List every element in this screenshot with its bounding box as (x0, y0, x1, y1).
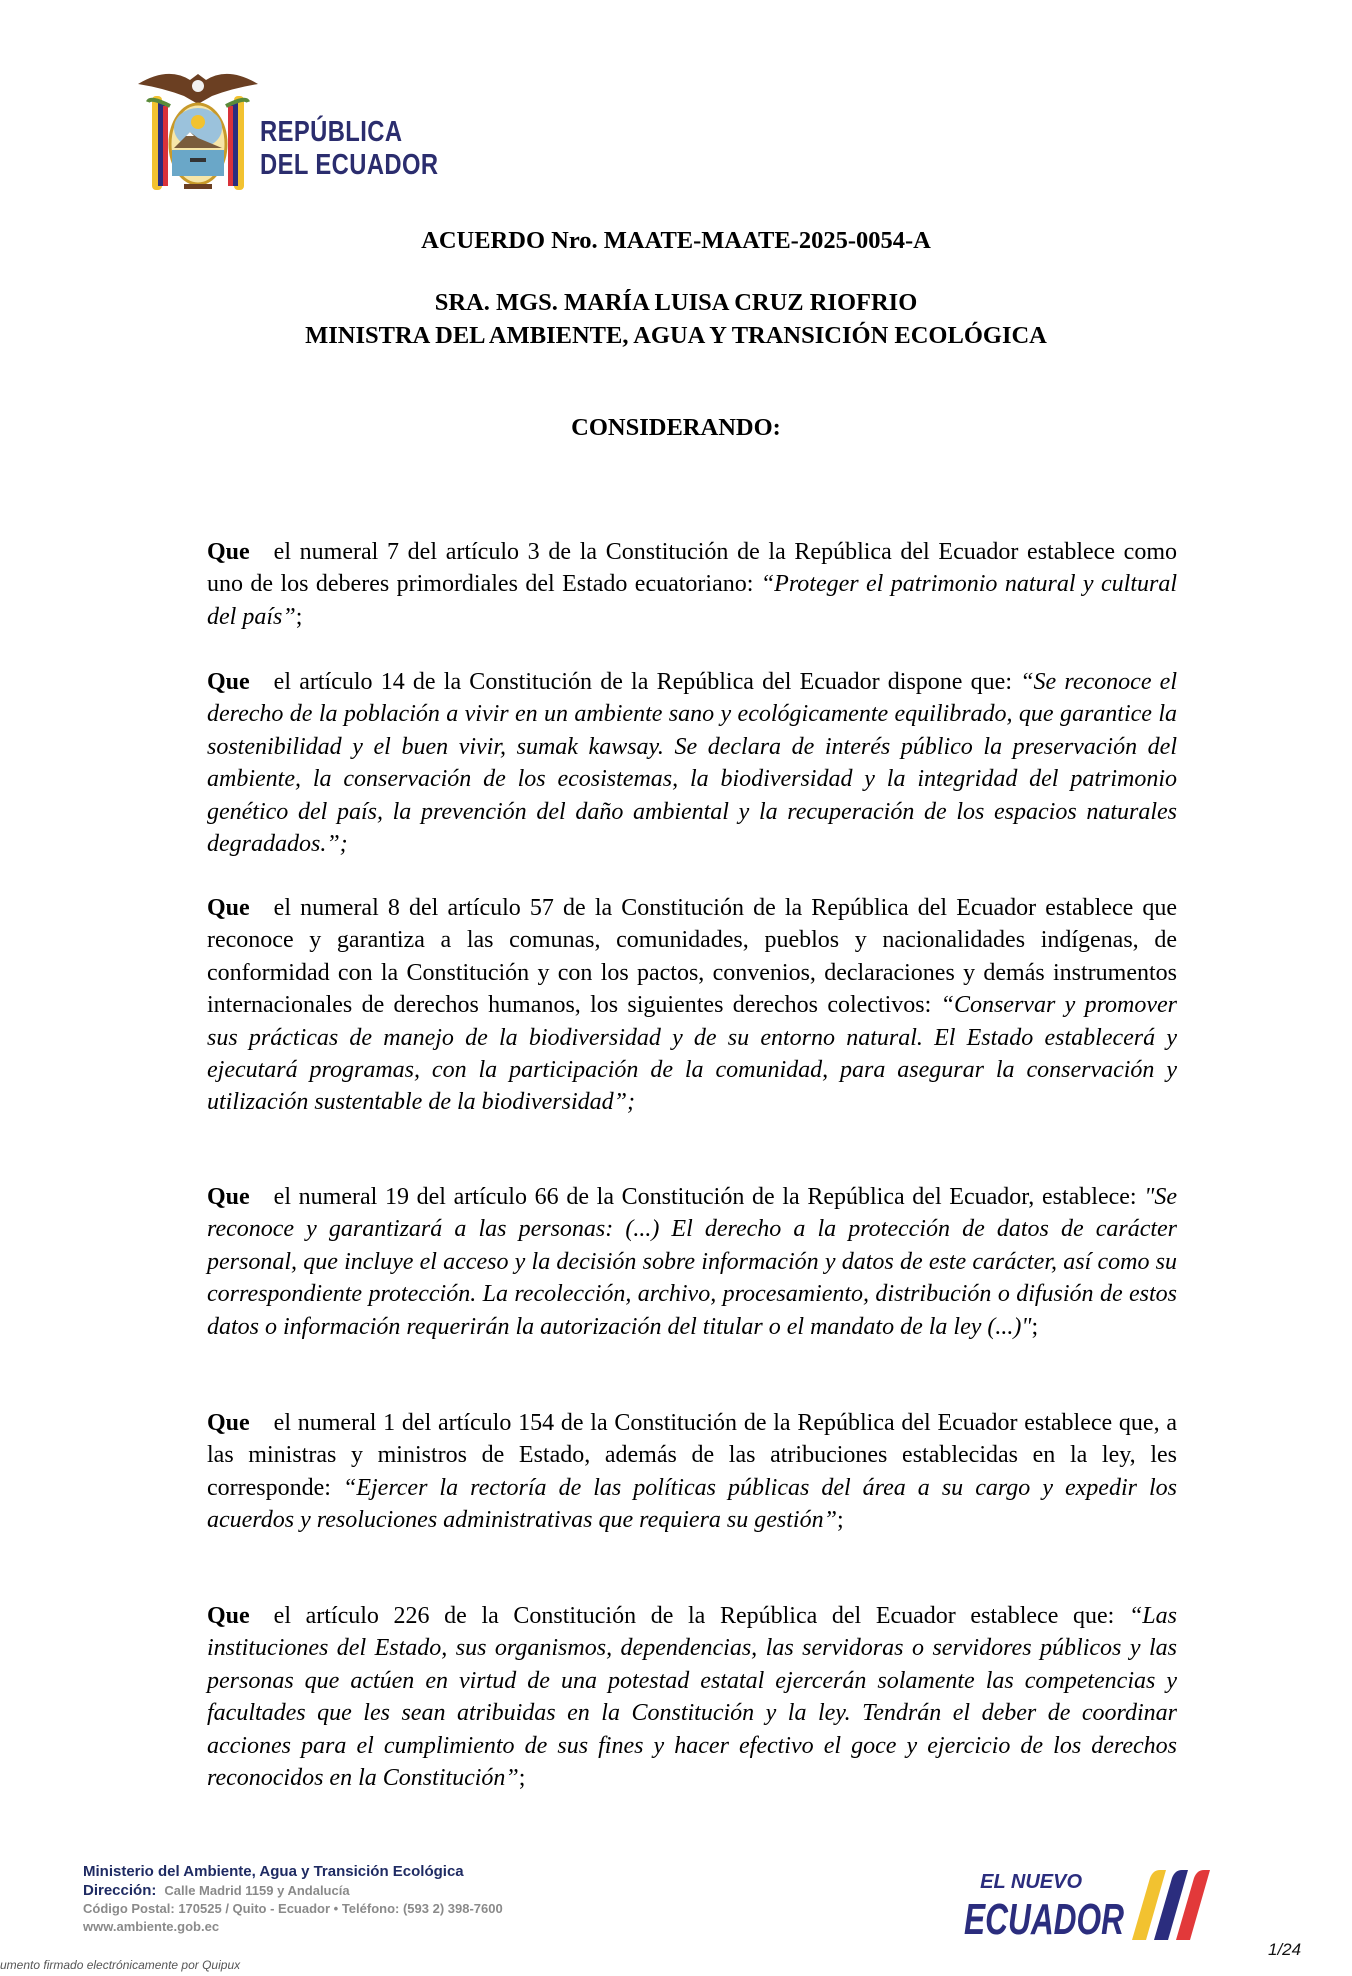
coat-of-arms-logo (128, 66, 268, 196)
footer-website-link[interactable]: www.ambiente.gob.ec (83, 1919, 220, 1934)
footer-postal-phone: Código Postal: 170525 / Quito - Ecuador • Teléfono: (593 2) 398-7600 (83, 1901, 503, 1916)
paragraph-tail: ; (295, 603, 303, 630)
paragraph-lead: Que (207, 1184, 250, 1210)
paragraph-quote: "Se reconoce y garantizará a las personas: (...) El derecho a la protección de datos de carácter personal, que incluye el acceso y la decisión sobre información y datos de este carácter, así como su correspondiente protección. La recolección, archivo, procesamiento, distribución o difusión de estos datos o información requerirán la autorización del titular o el mandato de la ley (...)" (207, 1184, 1177, 1340)
considerando-paragraph (207, 892, 1177, 1119)
considerando-paragraph (207, 1181, 1177, 1343)
paragraph-lead: Que (207, 895, 250, 921)
paragraph-lead: Que (207, 1603, 250, 1629)
paragraph-lead: Que (207, 669, 250, 695)
considerando-paragraph (207, 1600, 1177, 1794)
considerando-paragraph (207, 1407, 1177, 1537)
electronic-signature-note: umento firmado electrónicamente por Quipux (0, 1958, 241, 1972)
paragraph-text: el numeral 8 del artículo 57 de la Constitución de la República del Ecuador establece que reconoce y garantiza a las comunas, comunidades, pueblos y nacionalidades indígenas, de conformidad con la Constitución y con los pactos, convenios, declaraciones y demás instrumentos internacionales de derechos humanos, los siguientes derechos colectivos: (207, 895, 1177, 1019)
agreement-number: ACUERDO Nro. MAATE-MAATE-2025-0054-A (421, 227, 931, 254)
paragraph-text: el numeral 1 del artículo 154 de la Constitución de la República del Ecuador establece que, a las ministras y ministros de Estado, además de las atribuciones establecidas en la ley, les corresponde: (207, 1410, 1177, 1501)
considerando-paragraph (207, 536, 1177, 633)
svg-text:ECUADOR: ECUADOR (964, 1895, 1125, 1944)
coat-of-arms-icon (128, 66, 268, 196)
considerando-paragraph (207, 666, 1177, 860)
paragraph-quote: “Se reconoce el derecho de la población a vivir en un ambiente sano y ecológicamente equilibrado, que garantice la sostenibilidad y el buen vivir, sumak kawsay. Se declara de interés público la preservación del ambiente, la conservación de los ecosistemas, la biodiversidad y la integridad del patrimonio genético del país, la prevención del daño ambiental y la recuperación de los espacios naturales degradados.”; (207, 669, 1178, 858)
page-number: 1/24 (1268, 1940, 1302, 1959)
signatory-name: SRA. MGS. MARÍA LUISA CRUZ RIOFRIO (434, 289, 918, 316)
section-heading: CONSIDERANDO: (571, 414, 781, 441)
paragraph-text: el numeral 19 del artículo 66 de la Constitución de la República del Ecuador, establece: (273, 1184, 1145, 1210)
paragraph-text: el artículo 226 de la Constitución de la República del Ecuador establece que: (273, 1603, 1129, 1629)
footer-address: Calle Madrid 1159 y Andalucía (164, 1883, 350, 1898)
paragraph-tail: ; (1031, 1313, 1039, 1340)
paragraph-text: el artículo 14 de la Constitución de la República del Ecuador dispone que: (273, 669, 1021, 695)
paragraph-quote: “Conservar y promover sus prácticas de manejo de la biodiversidad y de su entorno natural. El Estado establecerá y ejecutará programas, con la participación de la comunidad, para asegurar la conservación y utilización sustentable de la biodiversidad”; (207, 992, 1177, 1116)
paragraph-lead: Que (207, 1410, 250, 1436)
brand-line-2: DEL ECUADOR (260, 149, 439, 181)
republic-brand-name (260, 116, 438, 182)
brand-line-1: REPÚBLICA (260, 116, 403, 148)
paragraph-quote: “Ejercer la rectoría de las políticas públicas del área a su cargo y expedir los acuerdos y resoluciones administrativas que requiera su gestión” (207, 1474, 1177, 1534)
paragraph-tail: ; (518, 1765, 526, 1792)
el-nuevo-ecuador-logo (964, 1848, 1224, 1948)
paragraph-lead: Que (207, 539, 250, 565)
footer-contact (83, 1862, 503, 1936)
paragraph-quote: “Las instituciones del Estado, sus organismos, dependencias, las servidoras o servidores públicos y las personas que actúen en virtud de una potestad estatal ejercerán solamente las competencias y facultades que les sean atribuidas en la Constitución y la ley. Tendrán el deber de coordinar acciones para el cumplimiento de sus fines y hacer efectivo el goce y ejercicio de los derechos reconocidos en la Constitución” (207, 1603, 1177, 1792)
footer-institution: Ministerio del Ambiente, Agua y Transición Ecológica (83, 1863, 464, 1880)
signatory-title: MINISTRA DEL AMBIENTE, AGUA Y TRANSICIÓN ECOLÓGICA (305, 322, 1047, 349)
footer-address-label: Dirección: (83, 1882, 157, 1899)
paragraph-tail: ; (836, 1507, 844, 1534)
el-nuevo-ecuador-icon (964, 1848, 1224, 1948)
svg-text:EL NUEVO: EL NUEVO (980, 1871, 1082, 1893)
paragraph-text: el numeral 7 del artículo 3 de la Constitución de la República del Ecuador establece como uno de los deberes primordiales del Estado ecuatoriano: (207, 539, 1177, 598)
paragraph-quote: “Proteger el patrimonio natural y cultural del país” (207, 571, 1177, 630)
